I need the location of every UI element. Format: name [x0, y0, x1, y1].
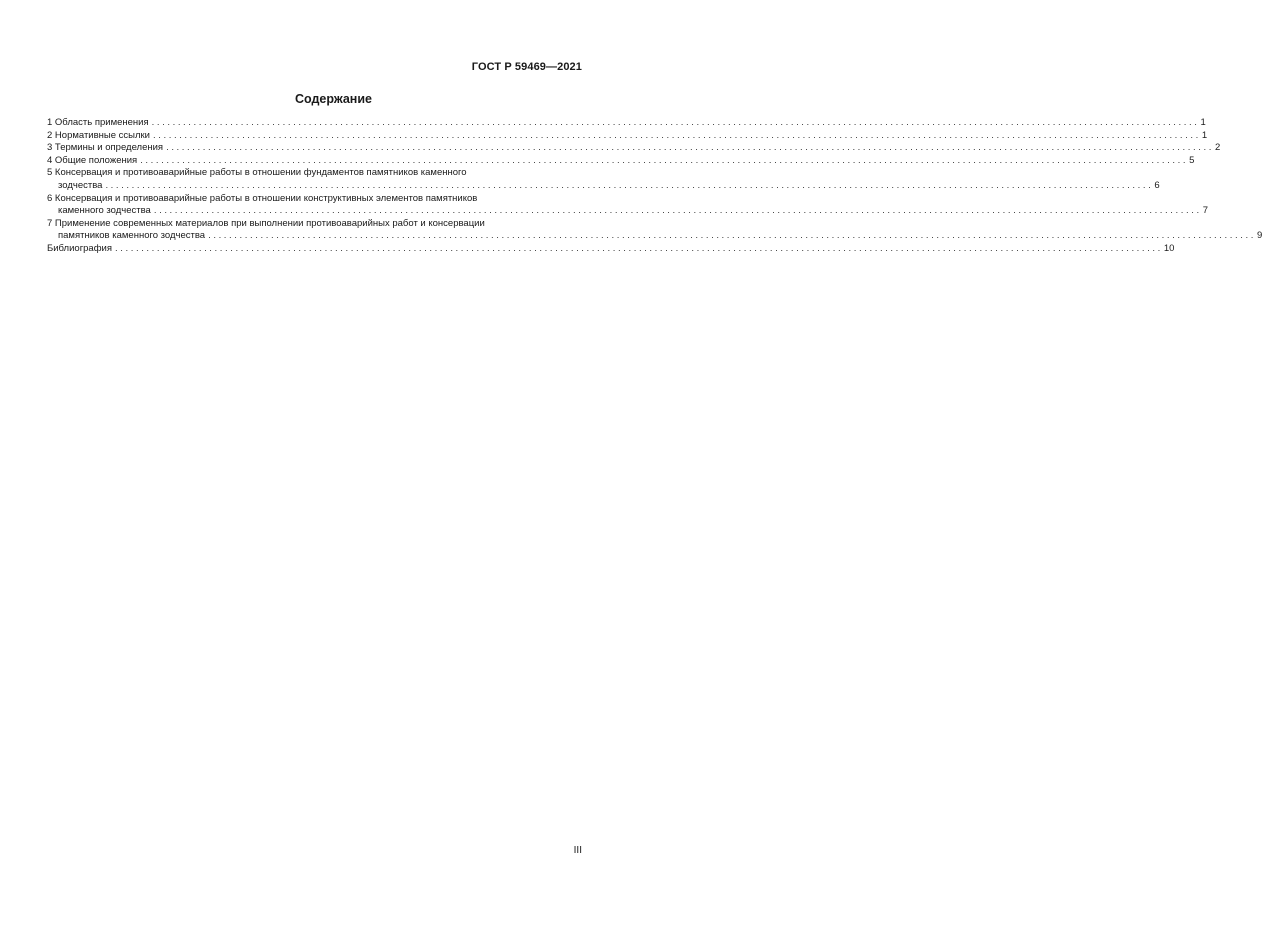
dot-leader: ........................................................................................................................................................................................................ — [115, 242, 1163, 254]
toc-entry-label: 4 Общие положения — [47, 154, 138, 166]
toc-entry-label-continued: каменного зодчества — [58, 205, 151, 217]
toc-entry-label-continued: памятников каменного зодчества — [58, 230, 206, 242]
toc-entry-label: 7 Применение современных материалов при выполнении противоаварийных работ и консервации — [47, 217, 485, 229]
toc-entry-4[interactable] — [47, 154, 1195, 168]
toc-page-number: 1 — [1201, 129, 1208, 141]
toc-entry-label-continued: зодчества — [58, 179, 103, 191]
toc-entry-7[interactable] — [47, 217, 1262, 243]
toc-entry-label: 5 Консервация и противоаварийные работы в отношении фундаментов памятников каменного — [47, 167, 467, 179]
toc-entry-3[interactable] — [47, 142, 1221, 155]
page-number: III — [573, 845, 582, 856]
toc-page-number: 9 — [1256, 230, 1262, 242]
table-of-contents — [47, 117, 1262, 256]
toc-page-number: 6 — [1154, 179, 1160, 191]
dot-leader: ........................................................................................................................................................................................................ — [166, 142, 1214, 154]
toc-entry-label: 2 Нормативные ссылки — [47, 129, 150, 141]
document-code: ГОСТ Р 59469—2021 — [471, 61, 582, 73]
toc-entry-5[interactable] — [47, 167, 1160, 192]
dot-leader: ........................................................................................................................................................................................................ — [151, 117, 1200, 128]
toc-page-number: 7 — [1202, 205, 1209, 217]
toc-entry-6[interactable] — [47, 192, 1209, 218]
toc-page-number: 5 — [1189, 154, 1195, 166]
toc-entry-2[interactable] — [47, 129, 1208, 143]
toc-page-number: 2 — [1214, 142, 1221, 154]
toc-entry-label: Библиография — [47, 242, 112, 254]
dot-leader: ........................................................................................................................................................................................................ — [153, 205, 1202, 217]
toc-page-number: 10 — [1163, 242, 1175, 254]
dot-leader: ........................................................................................................................................................................................................ — [140, 154, 1189, 166]
toc-entry-label: 3 Термины и определения — [47, 142, 164, 154]
toc-title: Содержание — [294, 92, 372, 106]
toc-entry-label: 6 Консервация и противоаварийные работы в отношении конструктивных элементов памятников — [47, 192, 478, 204]
dot-leader: ........................................................................................................................................................................................................ — [105, 179, 1154, 191]
dot-leader: ........................................................................................................................................................................................................ — [153, 129, 1201, 141]
toc-entry-bibliography[interactable] — [47, 242, 1175, 256]
toc-entry-label: 1 Область применения — [47, 117, 149, 128]
toc-page-number: 1 — [1200, 117, 1206, 128]
dot-leader: ........................................................................................................................................................................................................ — [208, 230, 1256, 242]
toc-entry-1[interactable] — [47, 117, 1206, 130]
